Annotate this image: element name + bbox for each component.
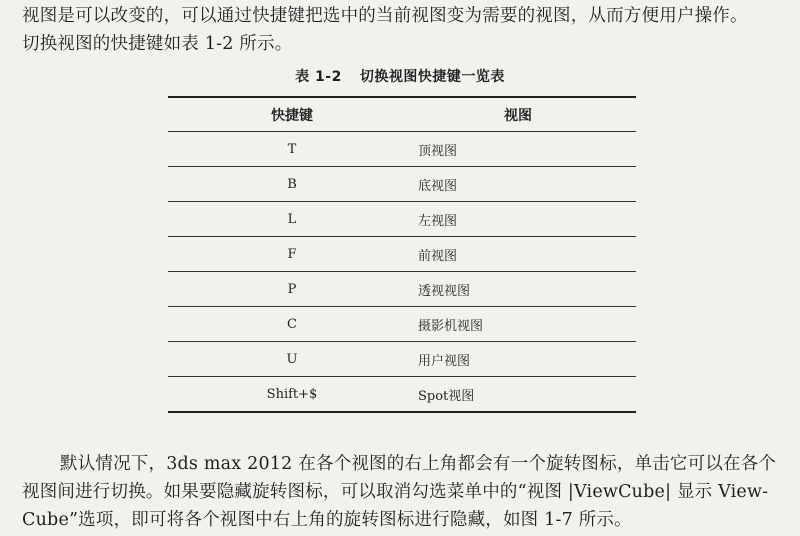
- table-caption: [0, 66, 800, 86]
- table-row: [168, 272, 636, 307]
- view-name-cell: 用户视图: [416, 342, 636, 377]
- shortcut-key-cell: T: [168, 132, 416, 167]
- intro-line-2: 切换视图的快捷键如表 1-2 所示。: [22, 34, 293, 54]
- shortcut-key-cell: F: [168, 237, 416, 272]
- view-name-cell: 顶视图: [416, 132, 636, 167]
- table-caption-title: 切换视图快捷键一览表: [359, 69, 505, 85]
- intro-line-1: 视图是可以改变的，可以通过快捷键把选中的当前视图变为需要的视图，从而方便用户操作。: [22, 6, 748, 26]
- table-row: [168, 342, 636, 377]
- shortcut-key-cell: Shift+$: [266, 386, 318, 402]
- outro-line-2: 视图间进行切换。如果要隐藏旋转图标，可以取消勾选菜单中的“视图 |ViewCube| 显示 View-: [22, 482, 769, 502]
- view-name-cell: 前视图: [416, 237, 636, 272]
- table-row: [168, 202, 636, 237]
- view-name-cell: Spot视图: [418, 388, 475, 404]
- table-header-row: [168, 97, 636, 132]
- outro-line-1: 默认情况下，3ds max 2012 在各个视图的右上角都会有一个旋转图标，单击它可以在各个: [60, 454, 777, 474]
- view-name-cell: 摄影机视图: [416, 307, 636, 342]
- table-row: [168, 307, 636, 342]
- column-header-shortcut: 快捷键: [168, 97, 416, 132]
- shortcut-key-cell: P: [168, 272, 416, 307]
- table-row: [168, 377, 636, 413]
- shortcut-key-cell: B: [168, 167, 416, 202]
- shortcut-key-cell: C: [168, 307, 416, 342]
- outro-line-3: Cube”选项，即可将各个视图中右上角的旋转图标进行隐藏，如图 1-7 所示。: [22, 510, 632, 530]
- table-row: [168, 132, 636, 167]
- table-caption-number: 表 1-2: [295, 69, 342, 85]
- outro-paragraph: [22, 450, 782, 534]
- shortcut-table: [168, 96, 636, 413]
- view-name-cell: 底视图: [416, 167, 636, 202]
- column-header-view: 视图: [416, 97, 636, 132]
- shortcut-key-cell: L: [168, 202, 416, 237]
- intro-paragraph: [22, 2, 782, 58]
- shortcut-key-cell: U: [168, 342, 416, 377]
- view-name-cell: 左视图: [416, 202, 636, 237]
- table-row: [168, 237, 636, 272]
- table-row: [168, 167, 636, 202]
- view-name-cell: 透视视图: [416, 272, 636, 307]
